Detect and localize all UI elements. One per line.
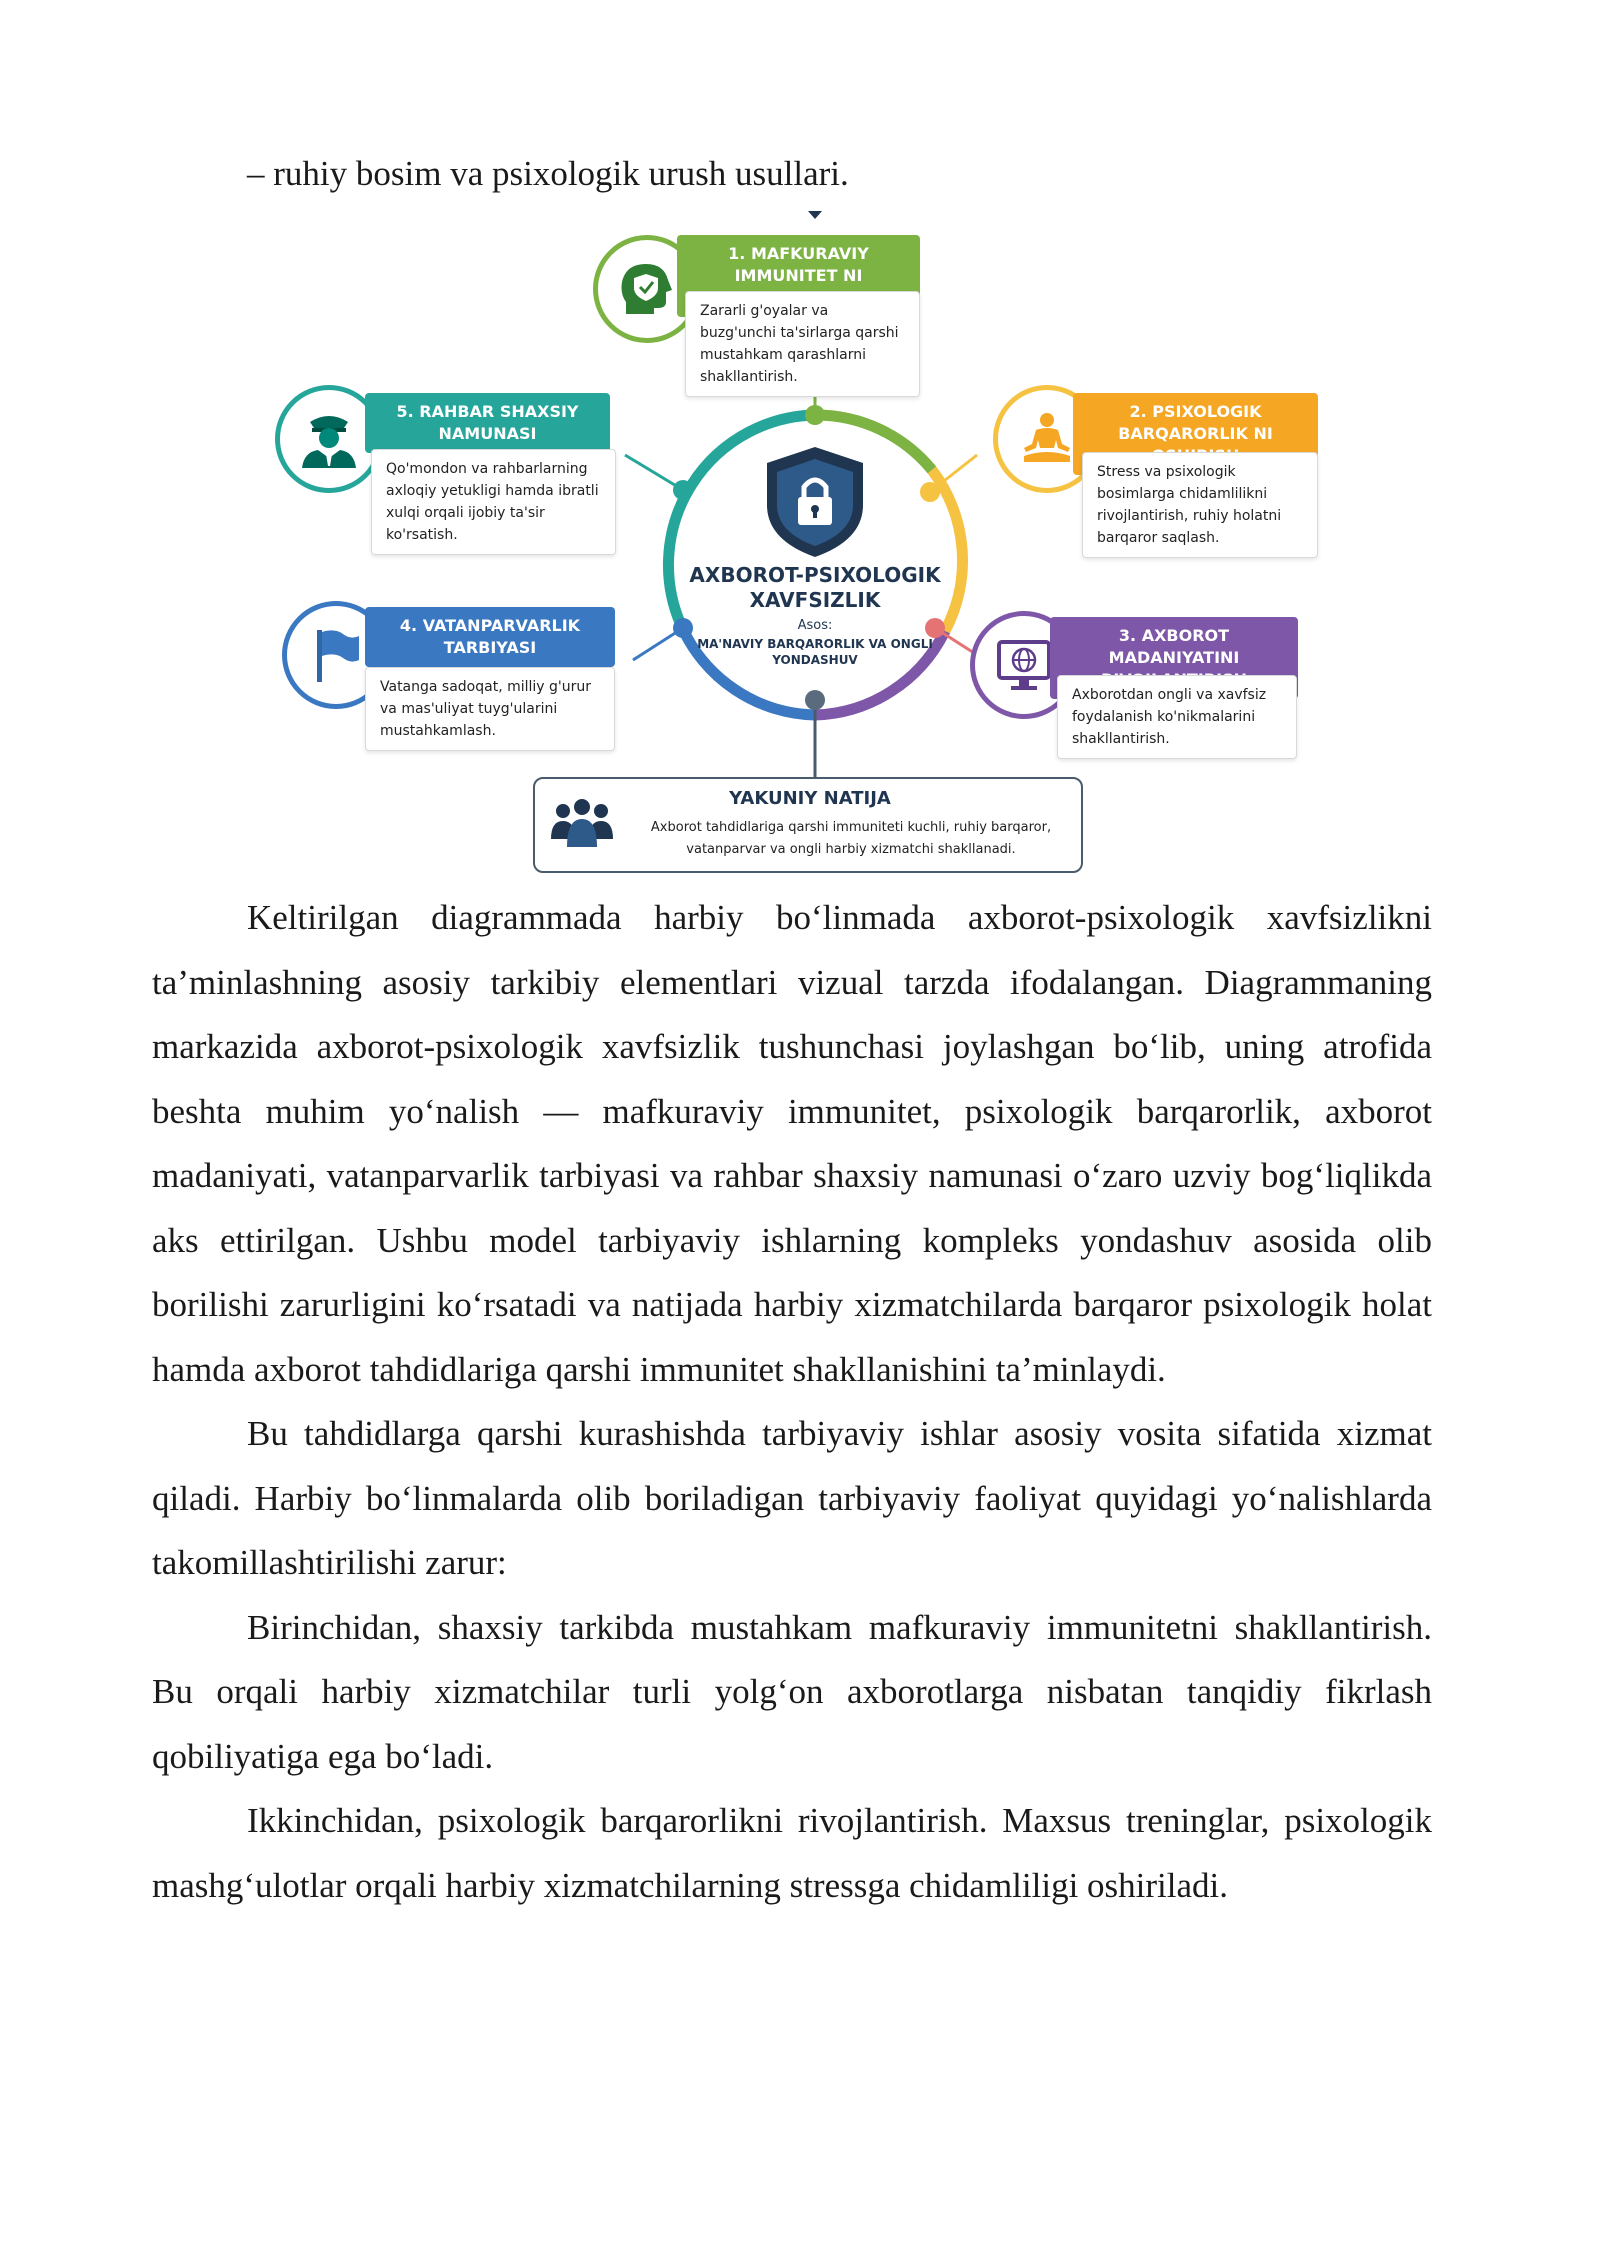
node-1-description: Zararli g'oyalar va buzg'unchi ta'sirlarga qarshi mustahkam qarashlarni shakllantirish.	[685, 291, 920, 397]
paragraph-4: Ikkinchidan, psixologik barqarorlikni rivojlantirish. Maxsus treninglar, psixologik mashg‘ulotlar orqali harbiy xizmatchilarning stressga chidamliligi oshiriladi.	[152, 1801, 1432, 1905]
paragraph-3: Birinchidan, shaxsiy tarkibda mustahkam mafkuraviy immunitetni shakllantirish. Bu orqali harbiy xizmatchilar turli yolg‘on axborotlarga nisbatan tanqidiy fikrlash qobiliyatiga ega bo‘ladi.	[152, 1607, 1432, 1776]
node-3-description: Axborotdan ongli va xavfsiz foydalanish ko'nikmalarini shakllantirish.	[1057, 675, 1297, 759]
result-text: Axborot tahdidlariga qarshi immuniteti kuchli, ruhiy barqaror, vatanparvar va ongli harbiy xizmatchi shakllanadi.	[650, 820, 1052, 857]
head-shield-icon	[616, 258, 678, 320]
node-4-title: 4. VATANPARVARLIK TARBIYASI	[365, 607, 615, 667]
node-2-description: Stress va psixologik bosimlarga chidamlilikni rivojlantirish, ruhiy holatni barqaror saqlash.	[1082, 452, 1318, 558]
hub-shield-icon	[767, 447, 863, 557]
result-box	[533, 777, 1083, 873]
hub-title: AXBOROT-PSIXOLOGIK XAVFSIZLIK	[689, 563, 941, 612]
node-3-title: 3. AXBOROT MADANIYATINI	[1050, 617, 1298, 699]
security-diagram	[265, 205, 1365, 885]
node-4-description: Vatanga sadoqat, milliy g'urur va mas'uliyat tuyg'ularini mustahkamlash.	[365, 667, 615, 751]
node-1-title: 1. MAFKURAVIY IMMUNITET NI	[677, 235, 920, 317]
officer-icon	[296, 406, 362, 472]
body-text	[152, 886, 1432, 1918]
result-title: YAKUNIY NATIJA	[729, 788, 891, 809]
hub-basis-label: Asos:	[797, 618, 833, 633]
paragraph-2: Bu tahdidlarga qarshi kurashishda tarbiyaviy ishlar asosiy vosita sifatida xizmat qiladi. Harbiy bo‘linmalarda olib boriladigan tarbiyaviy faoliyat quyidagi yo‘nalishlarda takomillashtirilishi zarur:	[152, 1414, 1432, 1582]
monitor-globe-icon	[993, 634, 1055, 696]
paragraph-1: Keltirilgan diagrammada harbiy bo‘linmada axborot-psixologik xavfsizlikni ta’minlashning asosiy tarkibiy elementlari vizual tarzda ifodalangan. Diagrammaning markazida axborot-psixologik xavfsizlik tushunchasi joylashgan bo‘lib, uning atrofida beshta muhim yo‘nalish — mafkuraviy immunitet, psixologik barqarorlik, axborot madaniyati, vatanparvarlik tarbiyasi va rahbar shaxsiy namunasi o‘zaro uzviy bog‘liqlikda aks ettirilgan. Ushbu model tarbiyaviy ishlarning kompleks yondashuv asosida olib borilishi zarurligini ko‘rsatadi va natijada harbiy xizmatchilarda barqaror psixologik holat hamda axborot tahdidlariga qarshi immunitet shakllanishini ta’minlaydi.	[152, 898, 1432, 1389]
intro-line: – ruhiy bosim va psixologik urush usullari.	[247, 154, 849, 193]
meditation-icon	[1016, 408, 1078, 470]
node-5-description: Qo'mondon va rahbarlarning axloqiy yetukligi hamda ibratli xulqi orqali ijobiy ta'sir ko'rsatish.	[371, 449, 616, 555]
flag-icon	[305, 624, 367, 686]
node-5-title: 5. RAHBAR SHAXSIY NAMUNASI	[365, 393, 610, 453]
hub-basis: MA'NAVIY BARQARORLIK VA ONGLI YONDASHUV	[697, 637, 933, 667]
node-2-title: 2. PSIXOLOGIK BARQARORLIK NI	[1073, 393, 1318, 475]
